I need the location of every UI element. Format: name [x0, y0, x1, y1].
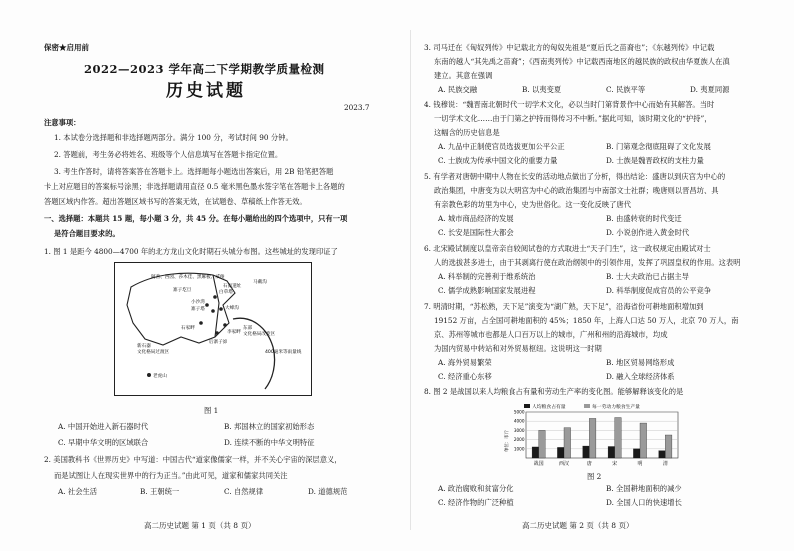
x-tick-label: 清 — [662, 461, 668, 467]
map-label-13: 新石器 — [137, 344, 151, 349]
bar-grain-per-capita — [532, 447, 539, 458]
bar-grain-per-laborer — [539, 430, 546, 458]
site-dot-4 — [219, 307, 223, 311]
y-tick-label: 3000 — [513, 427, 525, 433]
grain-chart — [502, 402, 682, 468]
map-label-11: 东部 — [243, 326, 253, 331]
page-2-footer: 高二历史试题 第 2 页（共 8 页） — [522, 521, 634, 530]
question-4-cont: 一切学术文化……由于门第之护持而得传习不中断。”据此可知，该时期文化的“护持”， — [434, 114, 712, 123]
q4-option-a[interactable]: A. 九品中正制使官员选拔更加公平公正 — [438, 142, 565, 151]
q1-option-a[interactable]: A. 中国开始进入新石器时代 — [58, 422, 149, 431]
map-label-15: 400毫米等雨量线 — [265, 350, 302, 355]
bar-grain-per-capita — [633, 449, 640, 458]
bar-grain-per-capita — [557, 447, 564, 458]
bar-grain-per-laborer — [564, 428, 571, 458]
q6-option-a[interactable]: A. 科举制的完善利于维系统治 — [438, 272, 536, 281]
q7-option-c[interactable]: C. 经济重心东移 — [438, 372, 492, 381]
map-label-10: 后寨子峁 — [209, 340, 228, 345]
section-1-heading-cont: 是符合题目要求的。 — [54, 229, 120, 238]
question-5: 5. 有学者对唐朝中期中人物在长安的活动地点做出了分析，得出结论：盛唐以到庆宫为中心的 — [424, 172, 726, 181]
q8-option-c[interactable]: C. 经济作物的广泛种植 — [438, 498, 514, 507]
q7-option-d[interactable]: D. 融入全球经济体系 — [606, 372, 675, 381]
note-2: 2. 答题前，考生务必将姓名、班级等个人信息填写在答题卡指定位置。 — [54, 150, 283, 159]
q8-option-b[interactable]: B. 全国耕地面积的减少 — [606, 484, 682, 493]
question-4: 4. 钱穆说：“魏晋南北朝时代一切学术文化，必以当时门第背景作中心而始有其解答。当时 — [424, 100, 715, 109]
q1-option-d[interactable]: D. 连续不断的中华文明特征 — [224, 438, 315, 447]
question-7-cont: 19152 万亩，占全国可耕地面积的 45%；1850 年，上海人口达 50 万人，北京 70 万人，南 — [434, 316, 739, 325]
site-dot-2 — [205, 303, 209, 307]
map-label-9: 李家畔 — [227, 330, 241, 335]
q3-option-b[interactable]: B. 以夷变夏 — [522, 85, 562, 94]
site-dot-8 — [147, 373, 151, 377]
figure-1-map — [114, 262, 312, 396]
question-6-cont: 人的选拔甚多进士，由于其剥离行使在政治纲领中的引领作用，发挥了巩固皇权的作用。这表明 — [434, 258, 741, 267]
page-1-footer: 高二历史试题 第 1 页（共 8 页） — [144, 521, 256, 530]
map-label-16: 老虎山 — [153, 374, 167, 379]
exam-date: 2023.7 — [344, 103, 370, 112]
bar-grain-per-laborer — [665, 435, 672, 458]
q2-option-c[interactable]: C. 自然规律 — [224, 487, 264, 496]
note-3-cont2: 答题区域内作答。超出答题区域书写的答案无效，在试题卷、草稿纸上作答无效。 — [44, 197, 307, 206]
map-label-3: 寨子圪旦 — [173, 288, 192, 293]
bar-grain-per-laborer — [640, 423, 647, 458]
map-label-8: 大峰沟 — [225, 306, 239, 311]
page-1 — [44, 0, 396, 551]
q3-option-d[interactable]: D. 夷夏同源 — [690, 85, 730, 94]
q5-option-b[interactable]: B. 由盛转衰的时代变迁 — [606, 214, 682, 223]
q8-option-a[interactable]: A. 政治腐败和贫富分化 — [438, 484, 514, 493]
x-tick-label: 宋 — [612, 461, 618, 467]
q2-option-b[interactable]: B. 王朝统一 — [140, 487, 180, 496]
section-1-heading: 一、选择题：本题共 15 题，每小题 3 分，共 45 分。在每小题给出的四个选项中，只有一项 — [44, 214, 348, 223]
stone-city-map — [115, 263, 311, 395]
y-tick-label: 2000 — [513, 437, 525, 443]
y-tick-label: 1000 — [513, 446, 525, 452]
subject-title: 历史试题 — [166, 81, 246, 101]
x-tick-label: 战国 — [533, 461, 544, 467]
q3-option-a[interactable]: A. 民族交融 — [438, 85, 478, 94]
q2-option-a[interactable]: A. 社会生活 — [58, 487, 98, 496]
bar-grain-per-laborer — [615, 418, 622, 458]
q7-option-a[interactable]: A. 海外贸易繁荣 — [438, 358, 492, 367]
q2-option-d[interactable]: D. 道德规范 — [308, 487, 348, 496]
river-line — [213, 275, 219, 337]
q1-option-b[interactable]: B. 邦国林立的国家初始形态 — [224, 422, 315, 431]
map-label-4: 白草塔 — [219, 290, 233, 295]
note-1: 1. 本试卷分选择题和非选择题两部分。满分 100 分，考试时间 90 分钟。 — [54, 133, 293, 142]
map-label-6: 寨子塔 — [191, 307, 205, 312]
x-tick-label: 明 — [637, 461, 643, 467]
site-dot-6 — [223, 323, 227, 327]
q6-option-b[interactable]: B. 士大夫政治已占据主导 — [606, 272, 689, 281]
question-4-cont2: 这幅含的历史信息是 — [434, 128, 500, 137]
note-3: 3. 考生作答时，请将答案答在答题卡上。选择题每小题选出答案后，用 2B 铅笔把答题 — [54, 167, 334, 176]
secret-label: 保密★启用前 — [44, 43, 89, 52]
bar-grain-per-capita — [608, 447, 615, 459]
question-2-cont: 而是试图让人在现实世界中的行为正当。”由此可见，道家和儒家共同关注 — [54, 471, 288, 480]
q7-option-b[interactable]: B. 地区贸易网络形成 — [606, 358, 675, 367]
plot-frame — [526, 412, 678, 458]
exam-title: 2022—2023 学年高二下学期教学质量检测 — [84, 62, 325, 76]
x-tick-label: 西汉 — [558, 461, 570, 467]
legend-swatch-1 — [524, 404, 530, 408]
figure-1-caption: 图 1 — [204, 406, 219, 415]
site-dot-5 — [199, 321, 203, 325]
q5-option-c[interactable]: C. 长安是国际性大都会 — [438, 228, 514, 237]
map-label-1: 阿善、西园、莎木佳、黑麻板、威俊 — [151, 275, 225, 280]
x-tick-label: 唐 — [586, 461, 592, 467]
page-divider — [410, 30, 411, 530]
map-label-2: 马戴沟 — [253, 280, 267, 285]
site-dot-3 — [211, 309, 215, 313]
notes-heading: 注意事项： — [44, 118, 81, 127]
note-3-cont: 卡上对应题目的答案标号涂黑；非选择题请用直径 0.5 毫米黑色墨水签字笔在答题卡上各题的 — [44, 182, 345, 191]
question-1: 1. 图 1 是距今 4800—4700 年的北方龙山文化时期石头城分布图。这些城址的发现印证了 — [44, 247, 338, 256]
question-7-cont3: 为国内贸易中转站和对外贸易枢纽。这说明这一时期 — [434, 344, 602, 353]
question-3-cont2: 建立。其意在强调 — [434, 71, 493, 80]
question-8: 8. 图 2 是战国以来人均粮食占有量和劳动生产率的变化图。能够解释该变化的是 — [424, 387, 684, 396]
bar-grain-per-capita — [583, 446, 590, 458]
q5-option-d[interactable]: D. 小说创作进入黄金时代 — [606, 228, 690, 237]
legend-label-2: 每一劳动力粮食生产量 — [592, 405, 640, 410]
map-label-5: 小沙湾 — [191, 300, 205, 305]
question-3-cont: 东南的越人“其先禹之苗裔”；《西南夷列传》中记载西南地区的越民族的政权由华夏族人在滇 — [434, 57, 730, 66]
map-label-7: 石家畔 — [181, 326, 195, 331]
question-6: 6. 北宋殿试制度以皇帝亲自较阅试卷的方式取进士“天子门生”，这一政权规定由殿试对士 — [424, 244, 711, 253]
question-2: 2. 美国教科书《世界历史》中写道：中国古代“道家像儒家一样，并不关心宇宙的深层意义， — [44, 455, 342, 464]
q6-option-c[interactable]: C. 儒学成熟影响国家发展进程 — [438, 286, 536, 295]
q4-option-c[interactable]: C. 士族成为传承中国文化的重要力量 — [438, 156, 558, 165]
q8-option-d[interactable]: D. 全国人口的快速增长 — [606, 498, 682, 507]
q4-option-b[interactable]: B. 门第观念彻底阻碍了文化发展 — [606, 142, 711, 151]
map-label-17: 石峁遗址 — [223, 284, 242, 289]
legend-label-1: 人均粮食占有量 — [532, 405, 566, 410]
site-dot-7 — [215, 331, 219, 335]
q6-option-d[interactable]: D. 科举制度促成官员的公平竞争 — [606, 286, 712, 295]
question-7: 7. 明清时期，“苏松熟，天下足”演变为“湖广熟，天下足”，沿海省份可耕地面积增加到 — [424, 302, 704, 311]
q4-option-d[interactable]: D. 士族是魏晋政权的支柱力量 — [606, 156, 704, 165]
question-5-cont2: 有亲教色彩的坊里为中心，史为世俗化。这一变化反映了唐代 — [434, 200, 632, 209]
y-tick-label: 5000 — [513, 409, 525, 415]
question-3: 3. 司马迁在《匈奴列传》中记载北方的匈奴先祖是“夏后氏之苗裔也”；《东越列传》中记载 — [424, 43, 715, 52]
chart-x-labels — [534, 460, 668, 467]
legend-swatch-2 — [584, 404, 590, 408]
bar-grain-per-laborer — [589, 418, 596, 458]
q3-option-c[interactable]: C. 民族平等 — [606, 85, 646, 94]
map-label-14: 文化格局过渡区 — [137, 350, 170, 355]
chart-bars — [532, 418, 672, 458]
figure-2-caption: 图 2 — [587, 472, 602, 481]
figure-2-chart — [502, 402, 682, 468]
y-tick-label: 4000 — [513, 418, 525, 424]
page-2 — [424, 0, 774, 551]
q5-option-a[interactable]: A. 城市商品经济的发展 — [438, 214, 514, 223]
site-dot-1 — [213, 295, 217, 299]
y-axis-label: 单位：市斤 — [505, 430, 510, 452]
q1-option-c[interactable]: C. 早期中华文明的区域联合 — [58, 438, 149, 447]
map-label-12: 文化格局改变区 — [243, 332, 276, 337]
question-7-cont2: 京、苏州等城市也都是人口百万以上的城市，广州和州的沿海城市，均成 — [434, 330, 668, 339]
bar-grain-per-capita — [659, 451, 666, 458]
question-5-cont: 政治集团，中唐变为以大明宫为中心的政治集团与中南部文士社群；晚唐则以晋昌坊、具 — [434, 186, 719, 195]
